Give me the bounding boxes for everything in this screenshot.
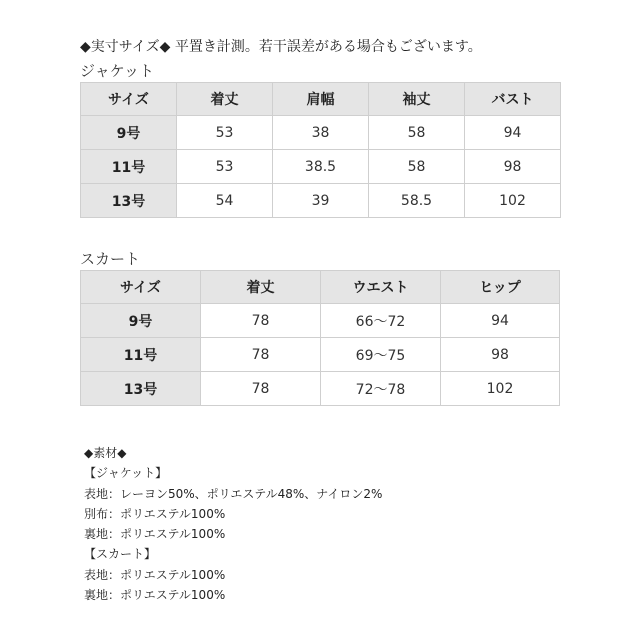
materials-skirt-heading: 【スカート】 [84,547,157,562]
table-row [81,304,560,338]
table-row [81,150,561,184]
table-row [81,116,561,150]
materials-jacket-heading: 【ジャケット】 [84,466,168,481]
row-header: 11号 [81,338,201,372]
table-cell: 58 [369,150,465,184]
table-cell: 102 [465,184,561,218]
table-cell: 69～75 [321,338,441,372]
table-cell: 78 [201,304,321,338]
table-header-row [81,83,561,116]
table-cell: 94 [441,304,560,338]
jacket-section-label: ジャケット [80,62,154,80]
table-header-row [81,271,560,304]
table-cell: 53 [177,150,273,184]
table-cell: 53 [177,116,273,150]
table-cell: 102 [441,372,560,406]
column-header: バスト [465,83,561,116]
table-row [81,372,560,406]
column-header: 着丈 [177,83,273,116]
table-cell: 94 [465,116,561,150]
table-cell: 54 [177,184,273,218]
jacket-size-table [80,82,561,218]
column-header: ウエスト [321,271,441,304]
column-header: 着丈 [201,271,321,304]
skirt-section-label: スカート [80,250,141,268]
materials-section [84,443,382,605]
table-cell: 58.5 [369,184,465,218]
row-header: 13号 [81,184,177,218]
row-header: 9号 [81,304,201,338]
materials-line: 裏地：ポリエステル100% [84,588,226,603]
column-header: サイズ [81,83,177,116]
table-row [81,338,560,372]
table-cell: 58 [369,116,465,150]
table-cell: 72～78 [321,372,441,406]
materials-line: 表地：ポリエステル100% [84,567,226,582]
table-cell: 98 [441,338,560,372]
size-heading: ◆実寸サイズ◆ 平置き計測。若干誤差がある場合もございます。 [80,39,482,55]
materials-line: 別布：ポリエステル100% [84,506,226,521]
row-header: 13号 [81,372,201,406]
column-header: 袖丈 [369,83,465,116]
materials-title: ◆素材◆ [84,446,127,460]
row-header: 11号 [81,150,177,184]
table-cell: 39 [273,184,369,218]
column-header: サイズ [81,271,201,304]
materials-line: 裏地：ポリエステル100% [84,527,226,542]
materials-line: 表地：レーヨン50%、ポリエステル48%、ナイロン2% [84,486,383,501]
table-cell: 66～72 [321,304,441,338]
row-header: 9号 [81,116,177,150]
table-cell: 98 [465,150,561,184]
table-cell: 38.5 [273,150,369,184]
table-cell: 78 [201,338,321,372]
column-header: ヒップ [441,271,560,304]
column-header: 肩幅 [273,83,369,116]
table-cell: 38 [273,116,369,150]
skirt-size-table [80,270,560,406]
table-cell: 78 [201,372,321,406]
table-row [81,184,561,218]
